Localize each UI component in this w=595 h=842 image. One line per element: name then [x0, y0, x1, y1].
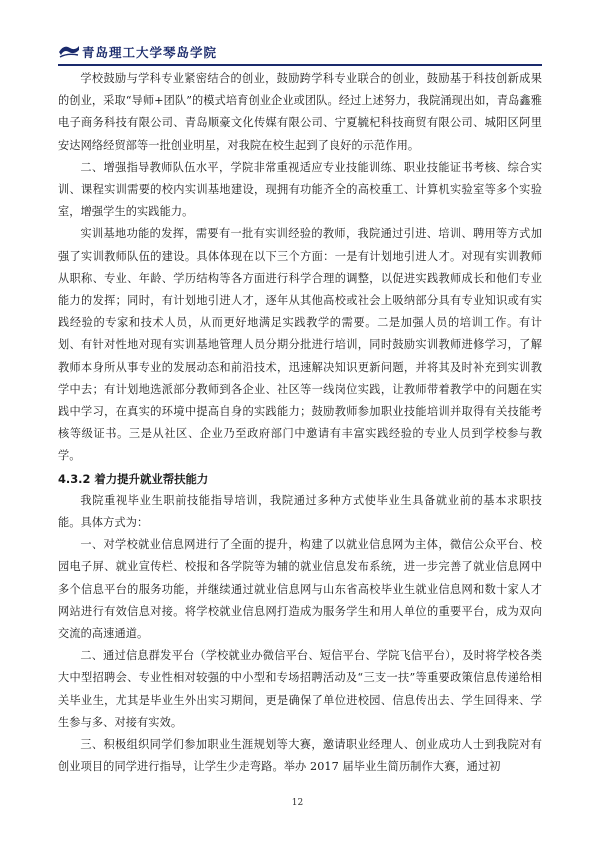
university-logo-icon	[58, 42, 80, 60]
page-header	[58, 42, 538, 62]
page-number: 12	[291, 798, 304, 808]
paragraph: 学校鼓励与学科专业紧密结合的创业，鼓励跨学科专业联合的创业，鼓励基于科技创新成果的创业，采取“导师+团队”的模式培育创业企业或团队。经过上述努力，我院涌现出如，青岛鑫雅电子商务科技有限公司、青岛顺豪文化传媒有限公司、宁夏毓杞科技商贸有限公司、城阳区阿里安达网络经贸部等一批创业明星，对我院在校生起到了良好的示范作用。	[58, 72, 542, 152]
paragraph: 我院重视毕业生职前技能指导培训，我院通过多种方式使毕业生具备就业前的基本求职技能。具体方式为：	[58, 493, 542, 530]
paragraph: 一、对学校就业信息网进行了全面的提升，构建了以就业信息网为主体，微信公众平台、校园电子屏、就业宣传栏、校报和各学院等为辅的就业信息发布系统，进一步完善了就业信息网中多个信息平台的服务功能，并继续通过就业信息网与山东省高校毕业生就业信息网和数十家人才网站进行有效信息对接。将学校就业信息网打造成为服务学生和用人单位的重要平台，成为双向交流的高速通道。	[58, 538, 542, 641]
paragraph: 实训基地功能的发挥，需要有一批有实训经验的教师，我院通过引进、培训、聘用等方式加强了实训教师队伍的建设。具体体现在以下三个方面：一是有计划地引进人才。对现有实训教师从职称、专业、年龄、学历结构等各方面进行科学合理的调整，以促进实践教师成长和他们专业能力的发挥；同时，有计划地引进人才，逐年从其他高校或社会上吸纳部分具有专业知识或有实践经验的专家和技术人员，从而更好地满足实践教学的需要。二是加强人员的培训工作。有计划、有针对性地对现有实训基地管理人员分期分批进行培训，同时鼓励实训教师进修学习，了解教师本身所从事专业的发展动态和前沿技术，迅速解决知识更新问题，并将其及时补充到实训教学中去；有计划地选派部分教师到各企业、社区等一线岗位实践，让教师带着教学中的问题在实践中学习，在真实的环境中提高自身的实践能力；鼓励教师参加职业技能培训并取得有关技能考核等级证书。三是从社区、企业乃至政府部门中邀请有丰富实践经验的专业人员到学校参与教学。	[58, 227, 542, 463]
section-heading: 4.3.2 着力提升就业帮扶能力	[58, 471, 209, 486]
page-body	[58, 68, 542, 779]
header-title: 青岛理工大学琴岛学院	[82, 45, 218, 60]
paragraph: 二、通过信息群发平台（学校就业办微信平台、短信平台、学院飞信平台），及时将学校各类大中型招聘会、专业性相对较强的中小型和专场招聘活动及“三支一扶”等重要政策信息传递给相关毕业生，尤其是毕业生外出实习期间，更是确保了单位进校园、信息传出去、学生回得来、学生参与多、对接有实效。	[58, 649, 542, 729]
paragraph: 三、积极组织同学们参加职业生涯规划等大赛，邀请职业经理人、创业成功人士到我院对有创业项目的同学进行指导，让学生少走弯路。举办 2017 届毕业生简历制作大赛，通过初	[58, 738, 542, 774]
paragraph: 二、增强指导教师队伍水平，学院非常重视适应专业技能训练、职业技能证书考核、综合实训、课程实训需要的校内实训基地建设，现拥有功能齐全的高校重工、计算机实验室等多个实验室，增强学生的实践能力。	[58, 160, 542, 219]
header-divider	[58, 64, 542, 66]
